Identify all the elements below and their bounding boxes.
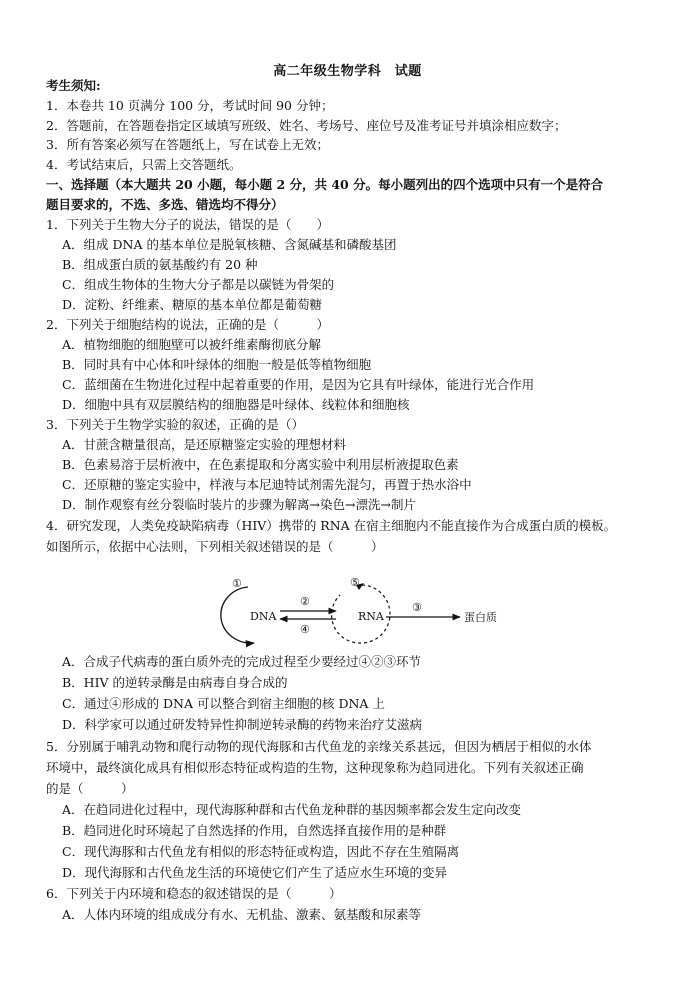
label-3: ③ bbox=[412, 601, 422, 614]
notice-item: 2．答题前，在答题卷指定区域填写班级、姓名、考场号、座位号及准考证号并填涂相应数字； bbox=[46, 118, 567, 133]
dna-label: DNA bbox=[250, 610, 277, 623]
option-d: D．淀粉、纤维素、糖原的基本单位都是葡萄糖 bbox=[62, 297, 323, 312]
question-stem: 1．下列关于生物大分子的说法，错误的是（ ） bbox=[46, 217, 329, 232]
question-stem-cont: 如图所示，依据中心法则，下列相关叙述错误的是（ ） bbox=[46, 539, 384, 554]
notice-heading: 考生须知: bbox=[46, 78, 101, 93]
question-stem-cont: 环境中，最终演化成具有相似形态特征或构造的生物，这种现象称为趋同进化。下列有关叙述正确 bbox=[46, 760, 584, 775]
option-d: D．细胞中具有双层膜结构的细胞器是叶绿体、线粒体和细胞核 bbox=[62, 397, 410, 412]
section-heading-cont: 题目要求的，不选、多选、错选均不得分） bbox=[46, 197, 284, 212]
page-title: 高二年级生物学科 试题 bbox=[273, 64, 422, 79]
label-4: ④ bbox=[300, 623, 310, 636]
notice-item: 3．所有答案必须写在答题纸上，写在试卷上无效； bbox=[46, 137, 329, 152]
option-c: C．蓝细菌在生物进化过程中起着重要的作用，是因为它具有叶绿体，能进行光合作用 bbox=[62, 377, 535, 392]
central-dogma-diagram bbox=[210, 575, 500, 655]
question-stem-cont: 的是（ ） bbox=[46, 781, 134, 796]
label-5: ⑤ bbox=[350, 576, 360, 589]
notice-item: 1．本卷共 10 页满分 100 分，考试时间 90 分钟； bbox=[46, 98, 334, 113]
label-2: ② bbox=[300, 595, 310, 608]
option-b: B．组成蛋白质的氨基酸约有 20 种 bbox=[62, 257, 258, 272]
question-stem: 4．研究发现，人类免疫缺陷病毒（HIV）携带的 RNA 在宿主细胞内不能直接作为合成蛋白质的模板。 bbox=[46, 518, 617, 533]
option-d: D．现代海豚和古代鱼龙生活的环境使它们产生了适应水生环境的变异 bbox=[62, 865, 448, 880]
option-d: D．制作观察有丝分裂临时装片的步骤为解离→染色→漂洗→制片 bbox=[62, 497, 416, 512]
option-a: A．植物细胞的细胞壁可以被纤维素酶彻底分解 bbox=[62, 337, 322, 352]
option-b: B．色素易溶于层析液中，在色素提取和分离实验中利用层析液提取色素 bbox=[62, 457, 459, 472]
notice-item: 4．考试结束后，只需上交答题纸。 bbox=[46, 157, 242, 172]
question-stem: 5．分别属于哺乳动物和爬行动物的现代海豚和古代鱼龙的亲缘关系甚远，但因为栖居于相似的水体 bbox=[46, 739, 592, 754]
option-a: A．在趋同进化过程中，现代海豚种群和古代鱼龙种群的基因频率都会发生定向改变 bbox=[62, 802, 522, 817]
protein-label: 蛋白质 bbox=[464, 611, 497, 624]
question-stem: 3．下列关于生物学实验的叙述，正确的是（） bbox=[46, 417, 304, 432]
option-c: C．现代海豚和古代鱼龙有相似的形态特征或构造，因此不存在生殖隔离 bbox=[62, 844, 460, 859]
option-b: B．趋同进化时环境起了自然选择的作用，自然选择直接作用的是种群 bbox=[62, 823, 447, 838]
question-stem: 6．下列关于内环境和稳态的叙述错误的是（ ） bbox=[46, 886, 342, 901]
option-c: C．还原糖的鉴定实验中，样液与本尼迪特试剂需先混匀，再置于热水浴中 bbox=[62, 477, 472, 492]
option-a: A．组成 DNA 的基本单位是脱氧核糖、含氮碱基和磷酸基团 bbox=[62, 237, 397, 252]
option-b: B．同时具有中心体和叶绿体的细胞一般是低等植物细胞 bbox=[62, 357, 372, 372]
option-a: A．合成子代病毒的蛋白质外壳的完成过程至少要经过④②③环节 bbox=[62, 654, 422, 669]
option-a: A．人体内环境的组成成分有水、无机盐、激素、氨基酸和尿素等 bbox=[62, 907, 422, 922]
label-1: ① bbox=[232, 577, 242, 590]
option-c: C．通过④形成的 DNA 可以整合到宿主细胞的核 DNA 上 bbox=[62, 696, 385, 711]
question-stem: 2．下列关于细胞结构的说法，正确的是（ ） bbox=[46, 317, 329, 332]
option-d: D．科学家可以通过研发特异性抑制逆转录酶的药物来治疗艾滋病 bbox=[62, 717, 423, 732]
option-a: A．甘蔗含糖量很高，是还原糖鉴定实验的理想材料 bbox=[62, 437, 347, 452]
rna-label: RNA bbox=[358, 610, 384, 623]
section-heading: 一、选择题（本大题共 20 小题，每小题 2 分，共 40 分。每小题列出的四个选项中只有一个是符合 bbox=[46, 177, 604, 192]
option-c: C．组成生物体的生物大分子都是以碳链为骨架的 bbox=[62, 277, 335, 292]
option-b: B．HIV 的逆转录酶是由病毒自身合成的 bbox=[62, 675, 288, 690]
